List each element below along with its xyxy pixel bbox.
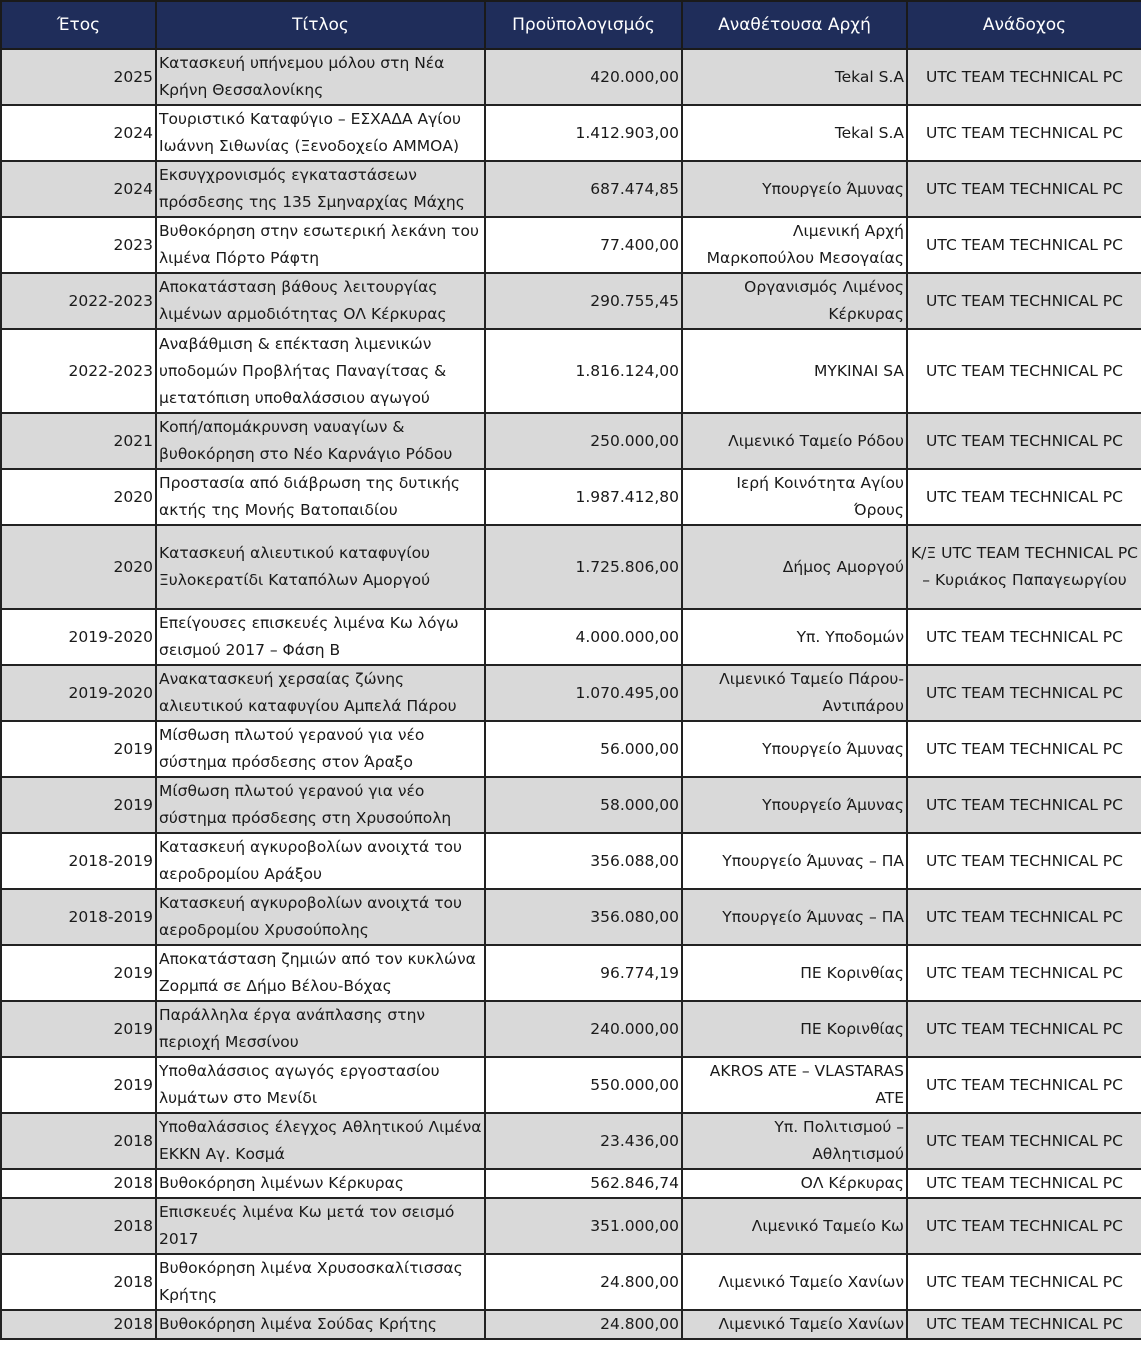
table-row: [1, 1057, 1141, 1113]
table-row: [1, 1310, 1141, 1339]
table-row: [1, 1001, 1141, 1057]
table-row: [1, 889, 1141, 945]
table-row: [1, 833, 1141, 889]
table-row: [1, 1254, 1141, 1310]
row-year: 2020: [1, 525, 156, 609]
row-title: Αναβάθμιση & επέκταση λιμενικών υποδομών Προβλήτας Παναγίτσας & μετατόπιση υποθαλάσσιου αγωγού: [156, 329, 485, 413]
row-authority: Υπουργείο Άμυνας: [682, 777, 907, 833]
row-budget: 250.000,00: [485, 413, 682, 469]
row-year: 2025: [1, 49, 156, 105]
row-authority: Λιμενικό Ταμείο Χανίων: [682, 1254, 907, 1310]
header-title: Τίτλος: [156, 1, 485, 49]
row-title: Βυθοκόρηση λιμένα Σούδας Κρήτης: [156, 1310, 485, 1339]
row-authority: Υπ. Υποδομών: [682, 609, 907, 665]
row-title: Προστασία από διάβρωση της δυτικής ακτής της Μονής Βατοπαιδίου: [156, 469, 485, 525]
row-authority: Υπουργείο Άμυνας: [682, 161, 907, 217]
table-row: [1, 1198, 1141, 1254]
table-row: [1, 49, 1141, 105]
row-authority: Υπουργείο Άμυνας – ΠΑ: [682, 833, 907, 889]
row-contractor: UTC TEAM TECHNICAL PC: [907, 273, 1141, 329]
header-contractor: Ανάδοχος: [907, 1, 1141, 49]
row-contractor: UTC TEAM TECHNICAL PC: [907, 1057, 1141, 1113]
row-authority: Λιμενικό Ταμείο Κω: [682, 1198, 907, 1254]
row-budget: 1.987.412,80: [485, 469, 682, 525]
row-budget: 58.000,00: [485, 777, 682, 833]
row-authority: Δήμος Αμοργού: [682, 525, 907, 609]
row-title: Τουριστικό Καταφύγιο – ΕΣΧΑΔΑ Αγίου Ιωάννη Σιθωνίας (Ξενοδοχείο ΑΜΜΟΑ): [156, 105, 485, 161]
row-year: 2022-2023: [1, 329, 156, 413]
header-authority: Αναθέτουσα Αρχή: [682, 1, 907, 49]
header-budget: Προϋπολογισμός: [485, 1, 682, 49]
row-year: 2018: [1, 1198, 156, 1254]
row-title: Κατασκευή αγκυροβολίων ανοιχτά του αεροδρομίου Χρυσούπολης: [156, 889, 485, 945]
row-title: Κοπή/απομάκρυνση ναυαγίων & βυθοκόρηση στο Νέο Καρνάγιο Ρόδου: [156, 413, 485, 469]
row-authority: ΠΕ Κορινθίας: [682, 945, 907, 1001]
row-authority: ΜΥΚΙΝΑΙ SA: [682, 329, 907, 413]
row-title: Επείγουσες επισκευές λιμένα Κω λόγω σεισμού 2017 – Φάση Β: [156, 609, 485, 665]
row-year: 2019: [1, 721, 156, 777]
row-contractor: UTC TEAM TECHNICAL PC: [907, 105, 1141, 161]
row-authority: Λιμενικό Ταμείο Πάρου-Αντιπάρου: [682, 665, 907, 721]
table-row: [1, 1113, 1141, 1169]
row-budget: 24.800,00: [485, 1310, 682, 1339]
row-title: Υποθαλάσσιος έλεγχος Αθλητικού Λιμένα ΕΚΚΝ Αγ. Κοσμά: [156, 1113, 485, 1169]
row-contractor: UTC TEAM TECHNICAL PC: [907, 1254, 1141, 1310]
row-budget: 96.774,19: [485, 945, 682, 1001]
row-contractor: UTC TEAM TECHNICAL PC: [907, 721, 1141, 777]
row-contractor: UTC TEAM TECHNICAL PC: [907, 469, 1141, 525]
row-authority: ΟΛ Κέρκυρας: [682, 1169, 907, 1198]
row-title: Μίσθωση πλωτού γερανού για νέο σύστημα πρόσδεσης στη Χρυσούπολη: [156, 777, 485, 833]
row-title: Βυθοκόρηση στην εσωτερική λεκάνη του λιμένα Πόρτο Ράφτη: [156, 217, 485, 273]
row-year: 2019-2020: [1, 609, 156, 665]
row-title: Αποκατάσταση βάθους λειτουργίας λιμένων αρμοδιότητας ΟΛ Κέρκυρας: [156, 273, 485, 329]
row-budget: 562.846,74: [485, 1169, 682, 1198]
row-contractor: Κ/Ξ UTC TEAM TECHNICAL PC – Κυριάκος Παπαγεωργίου: [907, 525, 1141, 609]
row-authority: Ιερή Κοινότητα Αγίου Όρους: [682, 469, 907, 525]
row-year: 2018-2019: [1, 833, 156, 889]
table-row: [1, 217, 1141, 273]
row-title: Εκσυγχρονισμός εγκαταστάσεων πρόσδεσης της 135 Σμηναρχίας Μάχης: [156, 161, 485, 217]
row-contractor: UTC TEAM TECHNICAL PC: [907, 889, 1141, 945]
row-budget: 1.412.903,00: [485, 105, 682, 161]
row-year: 2018: [1, 1113, 156, 1169]
row-budget: 1.725.806,00: [485, 525, 682, 609]
row-authority: Υπουργείο Άμυνας: [682, 721, 907, 777]
row-budget: 24.800,00: [485, 1254, 682, 1310]
row-year: 2020: [1, 469, 156, 525]
row-authority: Tekal S.A: [682, 105, 907, 161]
table-row: [1, 525, 1141, 609]
row-budget: 356.088,00: [485, 833, 682, 889]
row-authority: Υπουργείο Άμυνας – ΠΑ: [682, 889, 907, 945]
row-budget: 356.080,00: [485, 889, 682, 945]
row-contractor: UTC TEAM TECHNICAL PC: [907, 665, 1141, 721]
row-title: Επισκευές λιμένα Κω μετά τον σεισμό 2017: [156, 1198, 485, 1254]
row-year: 2024: [1, 161, 156, 217]
row-authority: Υπ. Πολιτισμού – Αθλητισμού: [682, 1113, 907, 1169]
row-contractor: UTC TEAM TECHNICAL PC: [907, 777, 1141, 833]
header-year: Έτος: [1, 1, 156, 49]
row-budget: 550.000,00: [485, 1057, 682, 1113]
table-row: [1, 945, 1141, 1001]
table-row: [1, 273, 1141, 329]
table-row: [1, 105, 1141, 161]
row-authority: Λιμενικό Ταμείο Ρόδου: [682, 413, 907, 469]
row-year: 2019: [1, 1001, 156, 1057]
row-contractor: UTC TEAM TECHNICAL PC: [907, 1001, 1141, 1057]
table-row: [1, 1169, 1141, 1198]
table-row: [1, 721, 1141, 777]
row-budget: 687.474,85: [485, 161, 682, 217]
row-authority: Λιμενική Αρχή Μαρκοπούλου Μεσογαίας: [682, 217, 907, 273]
row-authority: Tekal S.A: [682, 49, 907, 105]
row-title: Υποθαλάσσιος αγωγός εργοστασίου λυμάτων στο Μενίδι: [156, 1057, 485, 1113]
row-year: 2019: [1, 777, 156, 833]
row-year: 2019: [1, 945, 156, 1001]
row-authority: Λιμενικό Ταμείο Χανίων: [682, 1310, 907, 1339]
table-row: [1, 329, 1141, 413]
row-authority: AKROS ATE – VLASTARAS ATE: [682, 1057, 907, 1113]
row-contractor: UTC TEAM TECHNICAL PC: [907, 413, 1141, 469]
row-budget: 351.000,00: [485, 1198, 682, 1254]
row-contractor: UTC TEAM TECHNICAL PC: [907, 1113, 1141, 1169]
row-title: Κατασκευή υπήνεμου μόλου στη Νέα Κρήνη Θεσσαλονίκης: [156, 49, 485, 105]
row-contractor: UTC TEAM TECHNICAL PC: [907, 833, 1141, 889]
row-contractor: UTC TEAM TECHNICAL PC: [907, 217, 1141, 273]
row-contractor: UTC TEAM TECHNICAL PC: [907, 161, 1141, 217]
row-year: 2022-2023: [1, 273, 156, 329]
table-row: [1, 609, 1141, 665]
row-budget: 240.000,00: [485, 1001, 682, 1057]
table-row: [1, 777, 1141, 833]
row-budget: 1.816.124,00: [485, 329, 682, 413]
row-title: Παράλληλα έργα ανάπλασης στην περιοχή Μεσσίνου: [156, 1001, 485, 1057]
row-title: Βυθοκόρηση λιμένα Χρυσοσκαλίτισσας Κρήτης: [156, 1254, 485, 1310]
row-contractor: UTC TEAM TECHNICAL PC: [907, 1310, 1141, 1339]
row-contractor: UTC TEAM TECHNICAL PC: [907, 49, 1141, 105]
row-title: Μίσθωση πλωτού γερανού για νέο σύστημα πρόσδεσης στον Άραξο: [156, 721, 485, 777]
row-authority: Οργανισμός Λιμένος Κέρκυρας: [682, 273, 907, 329]
row-contractor: UTC TEAM TECHNICAL PC: [907, 1198, 1141, 1254]
row-year: 2019-2020: [1, 665, 156, 721]
table-row: [1, 413, 1141, 469]
table-row: [1, 469, 1141, 525]
row-year: 2018-2019: [1, 889, 156, 945]
header-row: [1, 1, 1141, 49]
row-title: Κατασκευή αγκυροβολίων ανοιχτά του αεροδρομίου Αράξου: [156, 833, 485, 889]
row-title: Κατασκευή αλιευτικού καταφυγίου Ξυλοκερατίδι Καταπόλων Αμοργού: [156, 525, 485, 609]
row-year: 2018: [1, 1254, 156, 1310]
row-contractor: UTC TEAM TECHNICAL PC: [907, 945, 1141, 1001]
table-row: [1, 161, 1141, 217]
row-budget: 4.000.000,00: [485, 609, 682, 665]
row-budget: 1.070.495,00: [485, 665, 682, 721]
row-budget: 77.400,00: [485, 217, 682, 273]
row-title: Βυθοκόρηση λιμένων Κέρκυρας: [156, 1169, 485, 1198]
row-year: 2024: [1, 105, 156, 161]
row-contractor: UTC TEAM TECHNICAL PC: [907, 609, 1141, 665]
row-title: Ανακατασκευή χερσαίας ζώνης αλιευτικού καταφυγίου Αμπελά Πάρου: [156, 665, 485, 721]
row-contractor: UTC TEAM TECHNICAL PC: [907, 329, 1141, 413]
table-row: [1, 665, 1141, 721]
row-title: Αποκατάσταση ζημιών από τον κυκλώνα Ζορμπά σε Δήμο Βέλου-Βόχας: [156, 945, 485, 1001]
row-year: 2021: [1, 413, 156, 469]
row-year: 2018: [1, 1310, 156, 1339]
row-budget: 23.436,00: [485, 1113, 682, 1169]
table-body: [1, 49, 1141, 1339]
row-contractor: UTC TEAM TECHNICAL PC: [907, 1169, 1141, 1198]
row-authority: ΠΕ Κορινθίας: [682, 1001, 907, 1057]
row-year: 2019: [1, 1057, 156, 1113]
row-budget: 290.755,45: [485, 273, 682, 329]
row-budget: 420.000,00: [485, 49, 682, 105]
row-year: 2018: [1, 1169, 156, 1198]
row-year: 2023: [1, 217, 156, 273]
row-budget: 56.000,00: [485, 721, 682, 777]
